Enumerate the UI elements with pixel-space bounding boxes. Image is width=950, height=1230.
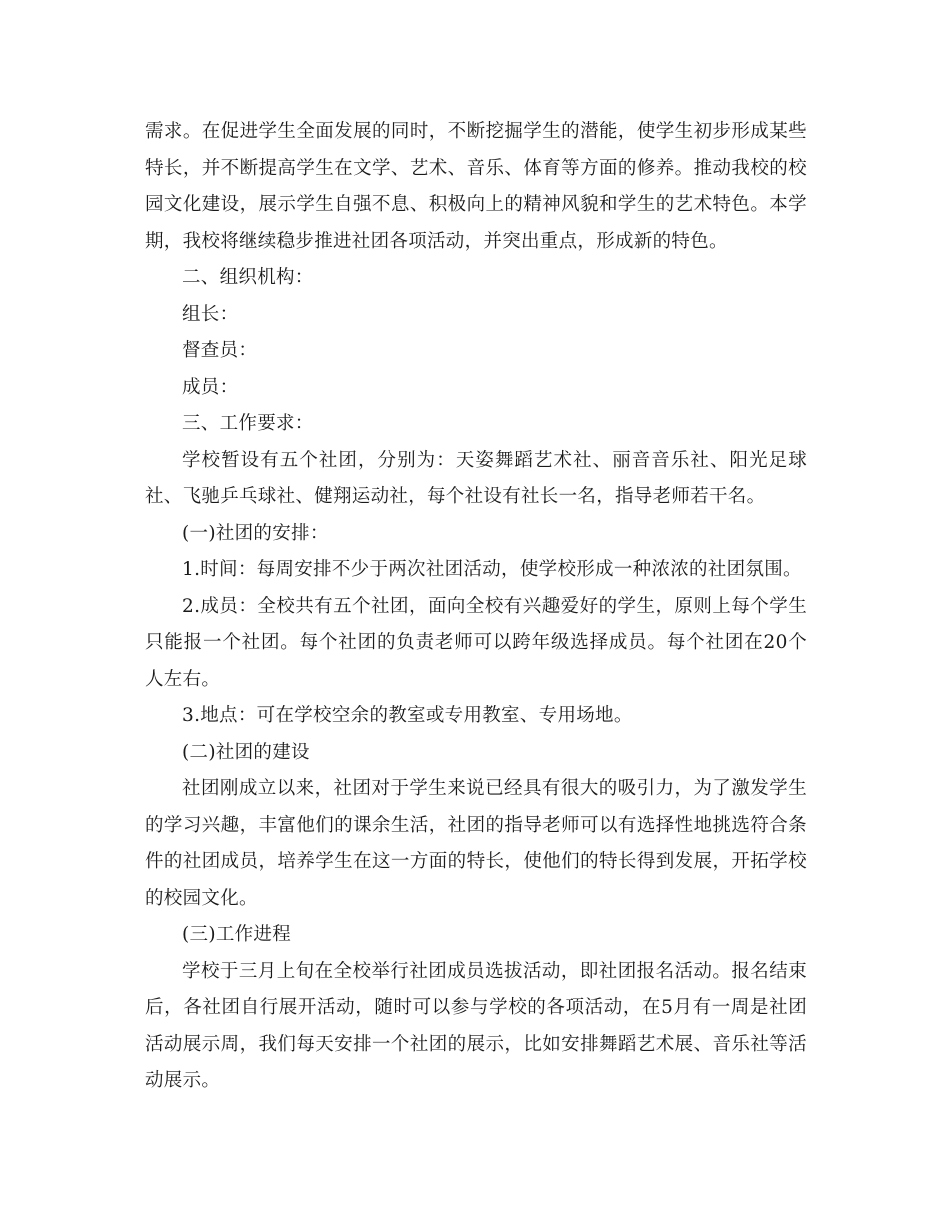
- section-heading-requirements: 三、工作要求：: [182, 413, 314, 434]
- paragraph-construction: 社团刚成立以来，社团对于学生来说已经具有很大的吸引力，为了激发学生的学习兴趣，丰富他们的课余生活，社团的指导老师可以有选择性地挑选符合条件的社团成员，培养学生在这一方面的特长，使他们的特长得到发展，开拓学校的校园文化。: [145, 778, 807, 909]
- paragraph-progress: 学校于三月上旬在全校举行社团成员选拔活动，即社团报名活动。报名结束后，各社团自行展开活动，随时可以参与学校的各项活动，在5月有一周是社团活动展示周，我们每天安排一个社团的展示，比如安排舞蹈艺术展、音乐社等活动展示。: [145, 960, 807, 1091]
- paragraph-continuation: 需求。在促进学生全面发展的同时，不断挖掘学生的潜能，使学生初步形成某些特长，并不断提高学生在文学、艺术、音乐、体育等方面的修养。推动我校的校园文化建设，展示学生自强不息、积极向上的精神风貌和学生的艺术特色。本学期，我校将继续稳步推进社团各项活动，并突出重点，形成新的特色。: [145, 121, 807, 252]
- list-item-time: 1.时间：每周安排不少于两次社团活动，使学校形成一种浓浓的社团氛围。: [182, 559, 802, 580]
- field-group-leader: 组长：: [182, 303, 239, 325]
- field-supervisor: 督查员：: [182, 340, 258, 361]
- subsection-heading-arrangement: (一)社团的安排：: [182, 522, 329, 544]
- section-heading-organization: 二、组织机构：: [182, 267, 314, 288]
- subsection-heading-construction: (二)社团的建设: [182, 741, 310, 763]
- list-item-members: 2.成员：全校共有五个社团，面向全校有兴趣爱好的学生，原则上每个学生只能报一个社团。每个社团的负责老师可以跨年级选择成员。每个社团在20个人左右。: [145, 595, 807, 690]
- document-body: [145, 114, 807, 1100]
- subsection-heading-progress: (三)工作进程: [182, 924, 292, 945]
- list-item-location: 3.地点：可在学校空余的教室或专用教室、专用场地。: [182, 705, 633, 726]
- field-members: 成员：: [182, 376, 239, 398]
- paragraph-clubs-overview: 学校暂设有五个社团，分别为：天姿舞蹈艺术社、丽音音乐社、阳光足球社、飞驰乒乓球社、健翔运动社，每个社设有社长一名，指导老师若干名。: [145, 449, 807, 507]
